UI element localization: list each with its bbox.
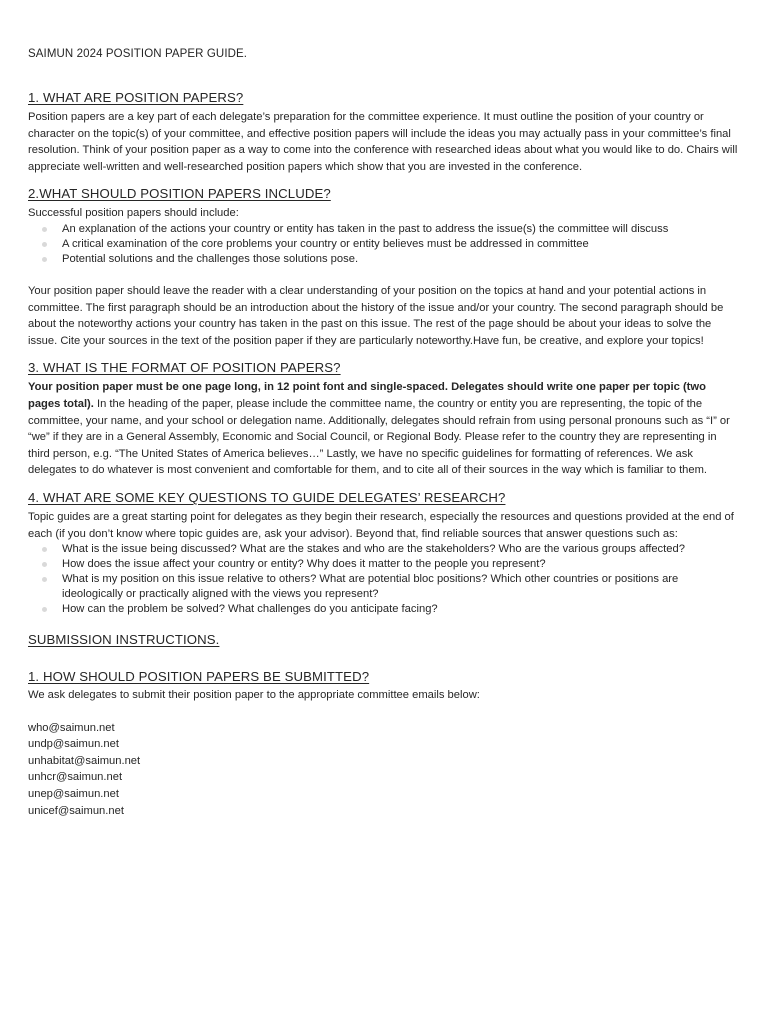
email-unep: unep@saimun.net <box>28 788 119 801</box>
document-title: SAIMUN 2024 POSITION PAPER GUIDE. <box>28 48 248 60</box>
section-1-heading: 1. WHAT ARE POSITION PAPERS? <box>28 90 244 105</box>
email-unhabitat: unhabitat@saimun.net <box>28 754 141 767</box>
section-2-intro: Successful position papers should include: <box>28 207 239 220</box>
section-4-body: Topic guides are a great starting point for delegates as they begin their research, especially the resources and questions provided at the end of each (if you don’t know where topic guides are, ask your advisor). Beyond that, find reliable sources that answer questions such as: <box>28 510 734 540</box>
list-item: Potential solutions and the challenges those solutions pose. <box>62 252 740 267</box>
section-5-body: We ask delegates to submit their position paper to the appropriate committee emails below: <box>28 689 480 702</box>
list-item: A critical examination of the core problems your country or entity believes must be addressed in committee <box>62 237 740 252</box>
section-2-heading: 2.WHAT SHOULD POSITION PAPERS INCLUDE? <box>28 186 331 202</box>
section-3-body-text: In the heading of the paper, please include the committee name, the country or entity you are representing, the topic of the committee, your name, and your school or delegation name. Additionally, delegates should refrain from using personal pronouns such as “I” or “we” if they are in a General Assembly, Economic and Social Council, or Regional Body. Please refer to the country they are representing in third person, e.g. “The United States of America believes…” Lastly, we have no specific guidelines for formatting of references. We ask delegates to do whatever is most convenient and comfortable for them, and to cite all of their sources in the way which is familiar to them. <box>28 397 730 477</box>
section-4-bullet-list <box>28 542 740 617</box>
section-2-bullet-list <box>28 222 740 267</box>
list-item: What is my position on this issue relative to others? What are potential bloc positions? Which other countries or positions are ideologically or practically aligned with the views you represent? <box>62 572 740 602</box>
list-item: An explanation of the actions your country or entity has taken in the past to address the issue(s) the committee will discuss <box>62 222 740 237</box>
list-item: How can the problem be solved? What challenges do you anticipate facing? <box>62 602 740 617</box>
section-4-heading: 4. WHAT ARE SOME KEY QUESTIONS TO GUIDE DELEGATES’ RESEARCH? <box>28 489 506 505</box>
email-who: who@saimun.net <box>28 721 115 734</box>
section-3-bold-requirement: Your position paper must be one page long, in 12 point font and single-spaced. Delegates should write one paper per topic (two pages total). <box>28 381 706 410</box>
email-undp: undp@saimun.net <box>28 738 119 751</box>
section-1-body: Position papers are a key part of each delegate’s preparation for the committee experience. It must outline the position of your country or character on the topic(s) of your committee, and effective position papers will include the ideas you may actually pass in your committee’s final resolution. Think of your position paper as a way to come into the conference with researched ideas about what you would like to do. Chairs will appreciate well-written and well-researched position papers which show that you are invested in the conference. <box>28 111 738 173</box>
list-item: How does the issue affect your country or entity? Why does it matter to the people you represent? <box>62 557 740 572</box>
section-3-heading: 3. WHAT IS THE FORMAT OF POSITION PAPERS? <box>28 360 341 376</box>
email-unicef: unicef@saimun.net <box>28 804 124 817</box>
list-item: What is the issue being discussed? What are the stakes and who are the stakeholders? Who are the various groups affected? <box>62 542 740 557</box>
email-list <box>28 720 740 820</box>
submission-heading: SUBMISSION INSTRUCTIONS. <box>28 632 220 648</box>
section-5-heading: 1. HOW SHOULD POSITION PAPERS BE SUBMITTED? <box>28 669 370 685</box>
section-2-body: Your position paper should leave the reader with a clear understanding of your position on the topics at hand and your potential actions in committee. The first paragraph should be an introduction about the history of the issue and/or your country. The second paragraph should be about the noteworthy actions your country has taken in the past on this issue. The rest of the page should be about your ideas to solve the issue. Cite your sources in the text of the position paper if they are particularly noteworthy.Have fun, be creative, and explore your topics! <box>28 284 724 347</box>
section-3-body <box>28 379 740 479</box>
document-page <box>28 46 740 819</box>
email-unhcr: unhcr@saimun.net <box>28 771 123 784</box>
